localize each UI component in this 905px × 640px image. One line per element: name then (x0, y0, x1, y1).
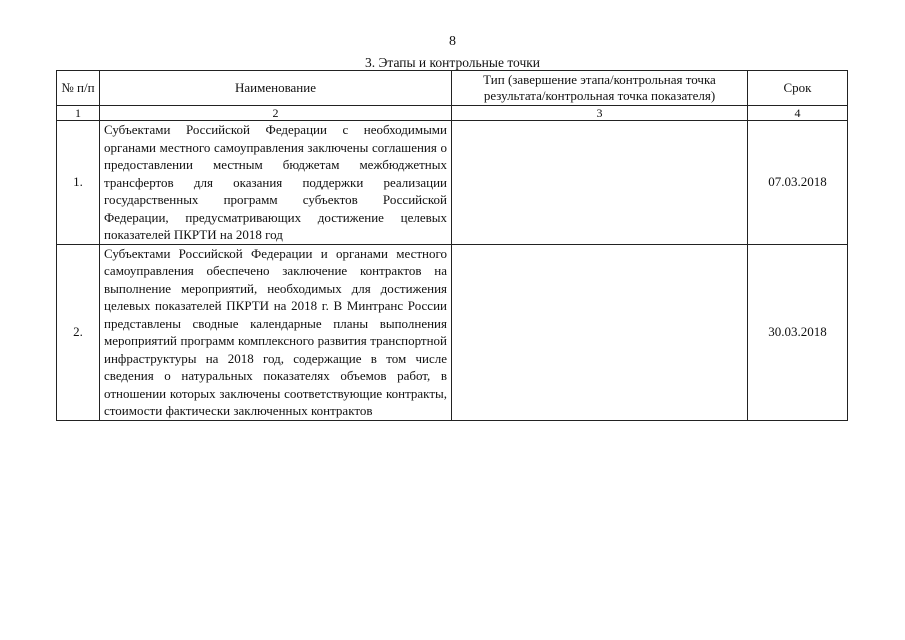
row-number: 1. (57, 121, 100, 245)
header-type: Тип (завершение этапа/контрольная точка результата/контрольная точка показателя) (452, 71, 748, 106)
row-type (452, 244, 748, 420)
column-number-row (57, 106, 848, 121)
row-deadline: 07.03.2018 (748, 121, 848, 245)
table-header-row (57, 71, 848, 106)
row-number: 2. (57, 244, 100, 420)
row-type (452, 121, 748, 245)
header-deadline: Срок (748, 71, 848, 106)
stages-table (56, 70, 848, 421)
page-number: 8 (449, 34, 456, 49)
table-row (57, 244, 848, 420)
section-title: 3. Этапы и контрольные точки (364, 55, 541, 70)
row-name: Субъектами Российской Федерации и органами местного самоуправления обеспечено заключение контрактов на выполнение мероприятий, необходимых для достижения целевых показателей ПКРТИ на 2018 г. В Минтранс России представлены сводные календарные планы выполнения мероприятий программ комплексного развития транспортной инфраструктуры на 2018 год, содержащие в том числе сведения о натуральных показателях объемов работ, в отношении которых заключены соответствующие контракты, стоимости фактически заключенных контрактов (100, 244, 452, 420)
column-number: 4 (748, 106, 848, 121)
row-name: Субъектами Российской Федерации с необходимыми органами местного самоуправления заключены соглашения о предоставлении местным бюджетам межбюджетных трансфертов для оказания поддержки реализации государственных программ субъектов Российской Федерации, предусматривающих достижение целевых показателей ПКРТИ на 2018 год (100, 121, 452, 245)
row-deadline: 30.03.2018 (748, 244, 848, 420)
header-name: Наименование (100, 71, 452, 106)
header-no: № п/п (57, 71, 100, 106)
column-number: 2 (100, 106, 452, 121)
column-number: 1 (57, 106, 100, 121)
column-number: 3 (452, 106, 748, 121)
table-row (57, 121, 848, 245)
